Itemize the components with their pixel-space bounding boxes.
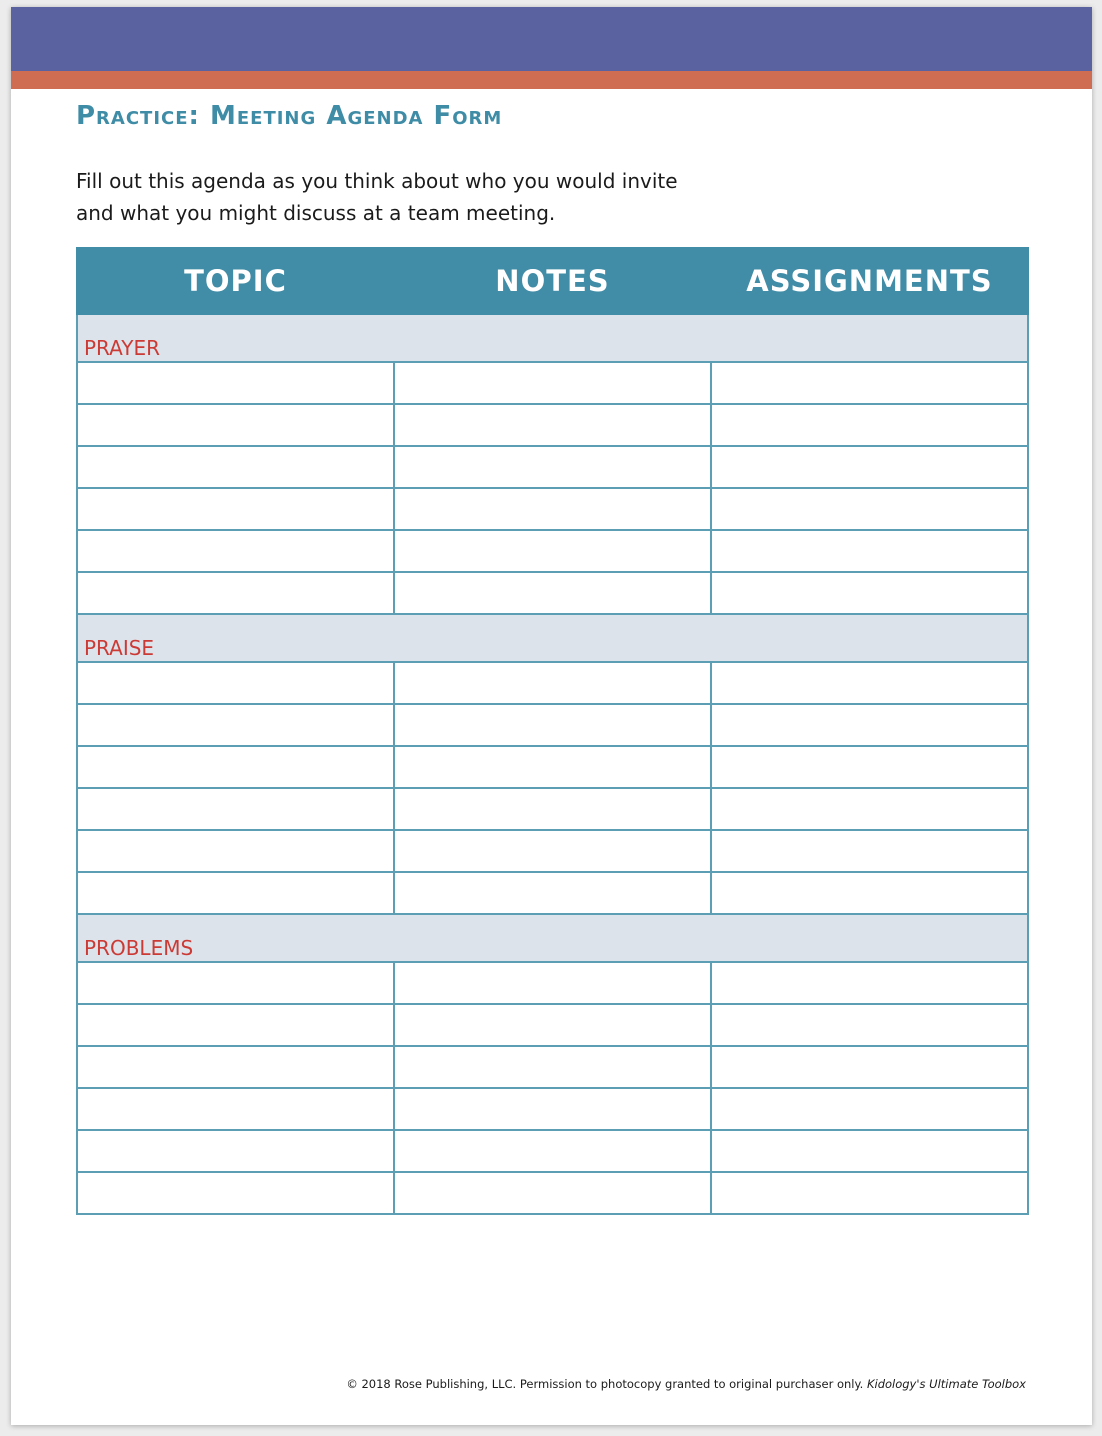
blank-notes-cell[interactable] xyxy=(394,1046,711,1088)
blank-notes-cell[interactable] xyxy=(394,872,711,914)
blank-assignments-cell[interactable] xyxy=(711,662,1028,704)
agenda-row xyxy=(77,1004,1028,1046)
blank-topic-cell[interactable] xyxy=(77,446,394,488)
column-header-topic: TOPIC xyxy=(77,248,394,314)
page-title: Practice: Meeting Agenda Form xyxy=(76,101,503,131)
blank-topic-cell[interactable] xyxy=(77,530,394,572)
section-label-praise: PRAISE xyxy=(77,614,1028,662)
blank-assignments-cell[interactable] xyxy=(711,788,1028,830)
agenda-row xyxy=(77,530,1028,572)
agenda-row xyxy=(77,704,1028,746)
blank-notes-cell[interactable] xyxy=(394,746,711,788)
blank-assignments-cell[interactable] xyxy=(711,446,1028,488)
blank-assignments-cell[interactable] xyxy=(711,572,1028,614)
blank-topic-cell[interactable] xyxy=(77,404,394,446)
instructions-line-2: and what you might discuss at a team meeting. xyxy=(76,201,556,225)
blank-topic-cell[interactable] xyxy=(77,662,394,704)
blank-notes-cell[interactable] xyxy=(394,530,711,572)
blank-notes-cell[interactable] xyxy=(394,572,711,614)
blank-topic-cell[interactable] xyxy=(77,962,394,1004)
blank-assignments-cell[interactable] xyxy=(711,362,1028,404)
agenda-row xyxy=(77,1088,1028,1130)
blank-notes-cell[interactable] xyxy=(394,1130,711,1172)
agenda-table xyxy=(76,247,1029,1215)
section-label-prayer: PRAYER xyxy=(77,314,1028,362)
blank-assignments-cell[interactable] xyxy=(711,1046,1028,1088)
blank-assignments-cell[interactable] xyxy=(711,872,1028,914)
blank-topic-cell[interactable] xyxy=(77,1088,394,1130)
blank-assignments-cell[interactable] xyxy=(711,704,1028,746)
blank-notes-cell[interactable] xyxy=(394,1004,711,1046)
agenda-row xyxy=(77,662,1028,704)
agenda-row xyxy=(77,830,1028,872)
blank-notes-cell[interactable] xyxy=(394,704,711,746)
blank-assignments-cell[interactable] xyxy=(711,530,1028,572)
blank-assignments-cell[interactable] xyxy=(711,1004,1028,1046)
agenda-row xyxy=(77,962,1028,1004)
agenda-row xyxy=(77,746,1028,788)
agenda-row xyxy=(77,788,1028,830)
agenda-row xyxy=(77,488,1028,530)
agenda-body xyxy=(77,314,1028,1214)
copyright-text: © 2018 Rose Publishing, LLC. Permission to photocopy granted to original purchaser only. xyxy=(346,1377,864,1391)
instructions-line-1: Fill out this agenda as you think about who you would invite xyxy=(76,169,678,193)
blank-assignments-cell[interactable] xyxy=(711,962,1028,1004)
column-header-notes: NOTES xyxy=(394,248,711,314)
blank-assignments-cell[interactable] xyxy=(711,1130,1028,1172)
section-label-problems: PROBLEMS xyxy=(77,914,1028,962)
blank-assignments-cell[interactable] xyxy=(711,1172,1028,1214)
agenda-row xyxy=(77,572,1028,614)
blank-notes-cell[interactable] xyxy=(394,788,711,830)
blank-notes-cell[interactable] xyxy=(394,404,711,446)
column-header-assignments: ASSIGNMENTS xyxy=(711,248,1028,314)
agenda-row xyxy=(77,362,1028,404)
agenda-row xyxy=(77,404,1028,446)
section-row-praise xyxy=(77,614,1028,662)
blank-assignments-cell[interactable] xyxy=(711,404,1028,446)
blank-topic-cell[interactable] xyxy=(77,788,394,830)
blank-assignments-cell[interactable] xyxy=(711,1088,1028,1130)
blank-assignments-cell[interactable] xyxy=(711,830,1028,872)
header-band xyxy=(11,7,1092,71)
blank-topic-cell[interactable] xyxy=(77,872,394,914)
blank-assignments-cell[interactable] xyxy=(711,488,1028,530)
blank-topic-cell[interactable] xyxy=(77,1046,394,1088)
worksheet-page xyxy=(11,7,1092,1425)
agenda-row xyxy=(77,872,1028,914)
blank-topic-cell[interactable] xyxy=(77,1004,394,1046)
blank-notes-cell[interactable] xyxy=(394,362,711,404)
instructions-text xyxy=(76,165,756,229)
blank-topic-cell[interactable] xyxy=(77,488,394,530)
blank-notes-cell[interactable] xyxy=(394,662,711,704)
blank-assignments-cell[interactable] xyxy=(711,746,1028,788)
section-row-problems xyxy=(77,914,1028,962)
blank-topic-cell[interactable] xyxy=(77,746,394,788)
blank-notes-cell[interactable] xyxy=(394,1172,711,1214)
book-title: Kidology's Ultimate Toolbox xyxy=(866,1377,1026,1391)
blank-topic-cell[interactable] xyxy=(77,362,394,404)
agenda-row xyxy=(77,1172,1028,1214)
blank-topic-cell[interactable] xyxy=(77,704,394,746)
blank-topic-cell[interactable] xyxy=(77,572,394,614)
blank-topic-cell[interactable] xyxy=(77,830,394,872)
blank-notes-cell[interactable] xyxy=(394,830,711,872)
agenda-row xyxy=(77,446,1028,488)
copyright-footer xyxy=(346,1377,1026,1391)
blank-notes-cell[interactable] xyxy=(394,1088,711,1130)
blank-topic-cell[interactable] xyxy=(77,1172,394,1214)
blank-notes-cell[interactable] xyxy=(394,446,711,488)
section-row-prayer xyxy=(77,314,1028,362)
blank-notes-cell[interactable] xyxy=(394,962,711,1004)
agenda-header-row xyxy=(77,248,1028,314)
blank-topic-cell[interactable] xyxy=(77,1130,394,1172)
header-accent-stripe xyxy=(11,71,1092,89)
blank-notes-cell[interactable] xyxy=(394,488,711,530)
agenda-row xyxy=(77,1130,1028,1172)
agenda-row xyxy=(77,1046,1028,1088)
